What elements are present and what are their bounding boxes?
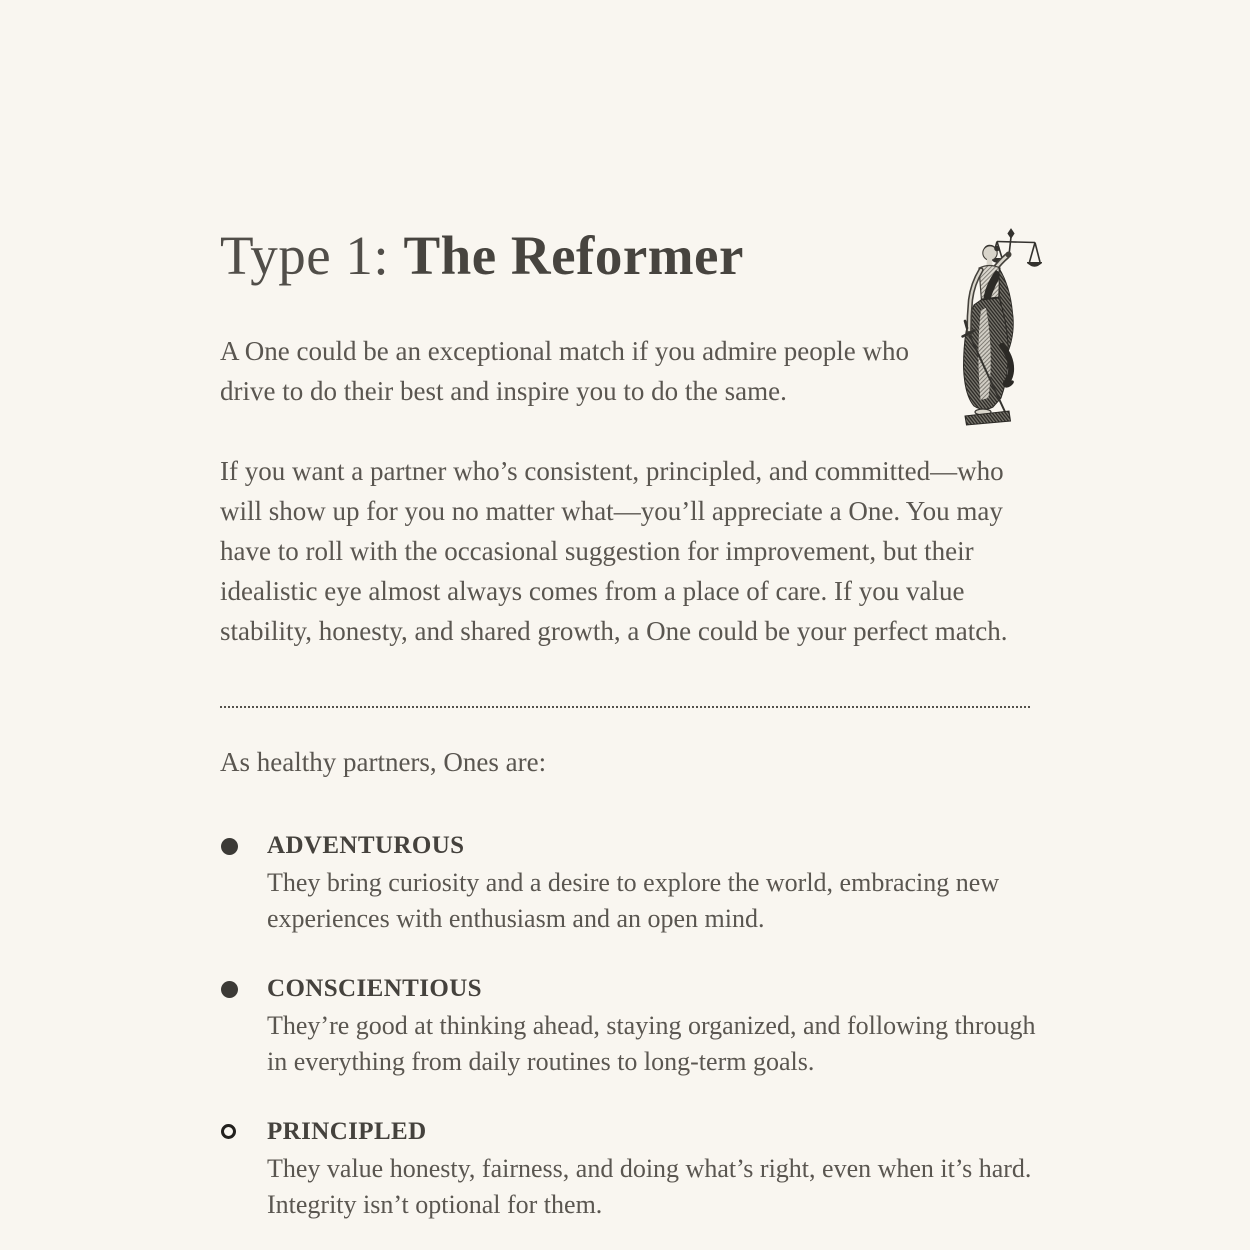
traits-lead-in: As healthy partners, Ones are: xyxy=(220,746,547,777)
trait-label: ADVENTUROUS xyxy=(267,831,465,859)
list-item xyxy=(220,973,1044,1080)
list-item xyxy=(220,1116,1044,1223)
page-title xyxy=(220,224,1044,289)
bullet-icon xyxy=(221,1124,236,1139)
head xyxy=(983,245,1000,261)
traits-list xyxy=(220,830,1044,1223)
trait-label: PRINCIPLED xyxy=(267,1117,427,1145)
article-body xyxy=(220,224,1044,1250)
page-title-prefix: Type 1: xyxy=(220,225,404,286)
dotted-divider xyxy=(220,706,1030,708)
list-item xyxy=(220,830,1044,937)
trait-description: They value honesty, fairness, and doing what’s right, even when it’s hard. Integrity isn’t optional for them. xyxy=(267,1153,1032,1219)
page-title-emphasis: The Reformer xyxy=(403,225,744,286)
intro-paragraph-1: A One could be an exceptional match if you admire people who drive to do their best and inspire you to do the same. xyxy=(220,335,910,406)
base xyxy=(965,409,1011,425)
bullet-icon xyxy=(221,838,238,855)
trait-label: CONSCIENTIOUS xyxy=(267,974,482,1002)
trait-description: They bring curiosity and a desire to explore the world, embracing new experiences with enthusiasm and an open mind. xyxy=(267,867,1000,933)
lady-justice-illustration-svg xyxy=(936,228,1046,426)
intro-paragraph-2: If you want a partner who’s consistent, principled, and committed—who will show up for you no matter what—you’ll appreciate a One. You may have to roll with the occasional suggestion for improvement, but their idealistic eye almost always comes from a place of care. If you value stability, honesty, and shared growth, a One could be your perfect match. xyxy=(220,455,1008,646)
lady-justice-illustration xyxy=(936,228,1046,426)
bullet-icon xyxy=(221,981,238,998)
trait-description: They’re good at thinking ahead, staying organized, and following through in everything from daily routines to long-term goals. xyxy=(267,1010,1036,1076)
